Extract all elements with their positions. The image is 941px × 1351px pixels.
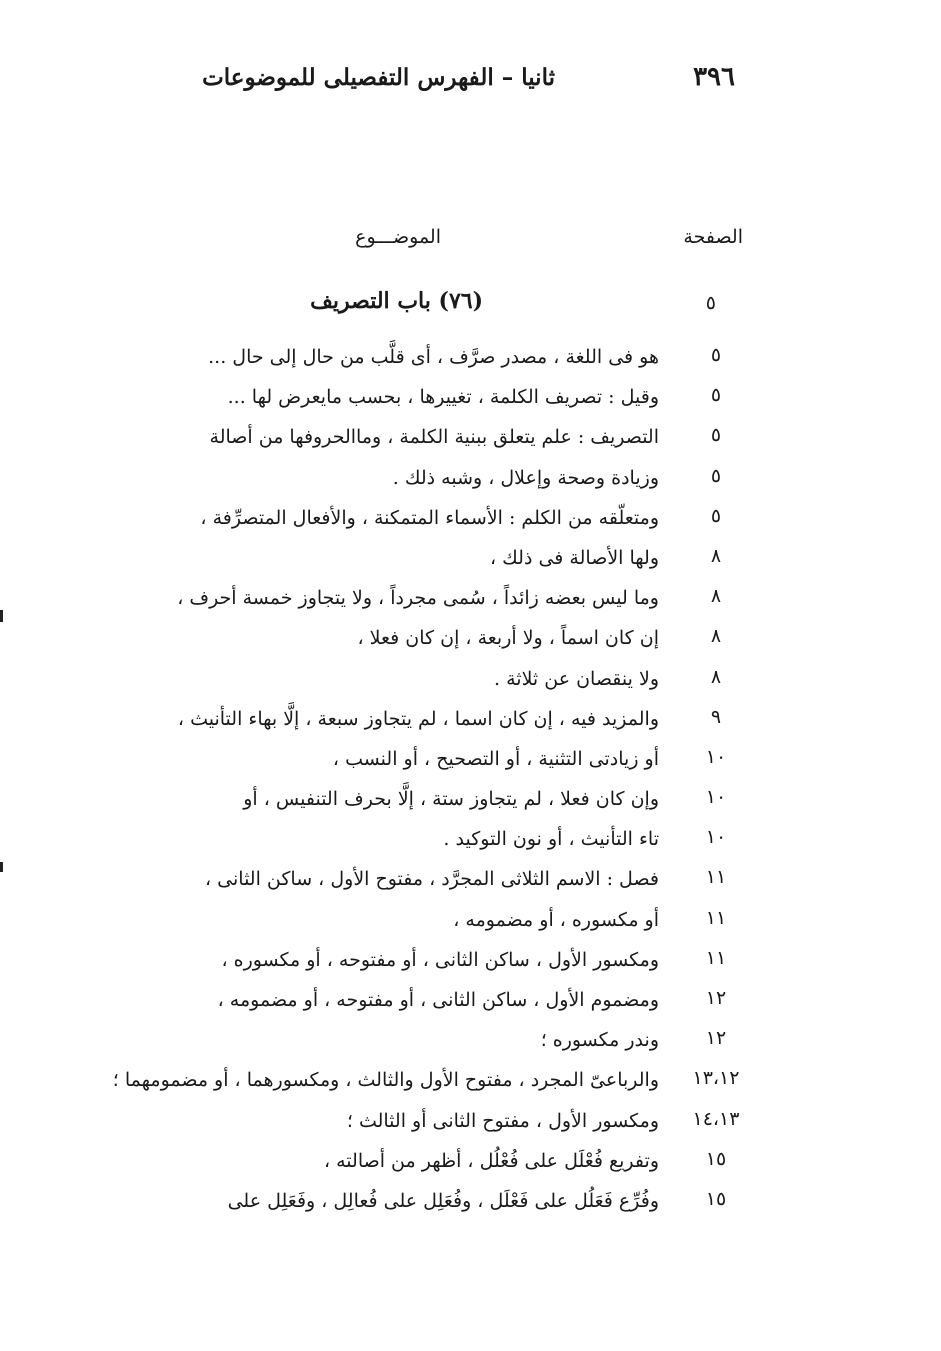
entry-page-number: ٥ [710,344,722,366]
index-entry [0,744,941,784]
entry-text: وتفريع فُعْلَل على فُعْلُل ، أظهر من أصالته ، [323,1149,659,1172]
entry-page-number: ١١ [705,906,727,929]
entry-page-number: ١١ [705,866,727,889]
entry-page-number: ٥ [710,384,722,407]
entry-text: ومتعلّقه من الكلم : الأسماء المتمكنة ، والأفعال المتصرِّفة ، [200,506,659,529]
entry-page-number: ١٤،١٣ [692,1107,740,1130]
index-entry [0,1146,941,1186]
entry-page-number: ٨ [710,585,722,608]
index-entry [0,1025,941,1065]
index-entry [0,543,941,583]
entry-page-number: ٥ [710,464,722,487]
entry-text: فصل : الاسم الثلاثى المجرَّد ، مفتوح الأول ، ساكن الثانى ، [204,868,659,891]
entry-page-number: ١٥ [705,1187,727,1210]
entry-text: ولها الأصالة فى ذلك ، [490,546,659,569]
entry-page-number: ١٠ [705,786,727,809]
index-entry [0,583,941,623]
entry-page-number: ١٠ [705,745,727,768]
entry-text: ولا ينقصان عن ثلاثة . [494,667,659,690]
page-header [0,62,941,106]
entry-text: هو فى اللغة ، مصدر صرَّف ، أى قلَّب من حال إلى حال ... [208,346,659,368]
index-entry [0,422,941,462]
entry-page-number: ١٠ [705,826,727,849]
entry-text: أو مكسوره ، أو مضمومه ، [453,908,659,931]
entry-text: تاء التأنيث ، أو نون التوكيد . [443,828,659,851]
index-entry [0,905,941,945]
topic-column-header: الموضـــوع [355,226,441,248]
entry-text: ومضموم الأول ، ساكن الثانى ، أو مفتوحه ، أو مضمومه ، [217,989,659,1011]
entry-text: أو زيادتى التثنية ، أو التصحيح ، أو النسب ، [332,747,659,770]
section-heading-row [0,288,941,320]
column-headers [0,226,941,256]
entry-page-number: ٨ [710,625,722,648]
entry-text: التصريف : علم يتعلق ببنية الكلمة ، وماالحروفها من أصالة [209,426,659,449]
entry-page-number: ١٣،١٢ [692,1067,740,1090]
entry-page-number: ١٢ [705,987,727,1009]
entry-text: وإن كان فعلا ، لم يتجاوز ستة ، إلَّا بحرف التنفيس ، أو [243,788,659,811]
index-entry [0,503,941,543]
index-entry [0,985,941,1025]
entry-text: ومكسور الأول ، مفتوح الثانى أو الثالث ؛ [346,1109,659,1132]
index-entry [0,784,941,824]
index-entry [0,664,941,704]
index-entry [0,704,941,744]
section-page-number: ٥ [705,292,716,314]
page-column-header: الصفحة [683,226,743,248]
entry-text: وزيادة وصحة وإعلال ، وشبه ذلك . [392,466,659,489]
entry-text: وما ليس بعضه زائداً ، سُمى مجرداً ، ولا يتجاوز خمسة أحرف ، [177,587,659,610]
entry-page-number: ١٢ [705,1027,727,1050]
page-number: ٣٩٦ [693,62,735,92]
index-entry [0,1106,941,1146]
entry-page-number: ٨ [710,665,722,688]
entry-text: والمزيد فيه ، إن كان اسما ، لم يتجاوز سبعة ، إلَّا بهاء التأنيث ، [177,707,659,730]
entry-text: وندر مكسوره ؛ [540,1029,659,1052]
entry-page-number: ٥ [710,424,722,447]
entry-page-number: ٥ [710,504,722,527]
entry-page-number: ١١ [705,946,727,969]
entry-page-number: ٨ [710,544,722,567]
index-entry [0,824,941,864]
entry-text: والرباعىّ المجرد ، مفتوح الأول والثالث ، ومكسورهما ، أو مضمومهما ؛ [112,1069,659,1092]
scan-edge-mark [0,862,3,872]
entry-page-number: ١٥ [705,1147,727,1170]
index-entry [0,1065,941,1105]
entry-text: إن كان اسماً ، ولا أربعة ، إن كان فعلا ، [357,627,659,650]
entry-text: ومكسور الأول ، ساكن الثانى ، أو مفتوحه ، أو مكسوره ، [221,948,659,971]
scan-edge-mark [0,610,3,622]
entry-text: وفُرِّع فَعَلُل على فَعْلَل ، وفُعَلِل على فُعالِل ، وفَعَلِل على [227,1189,659,1212]
entry-page-number: ٩ [710,705,722,728]
index-entry [0,463,941,503]
index-entry [0,623,941,663]
running-title: ثانيا – الفهرس التفصيلى للموضوعات [202,64,555,91]
entry-text: وقيل : تصريف الكلمة ، تغييرها ، بحسب مايعرض لها ... [227,386,659,409]
index-entry [0,382,941,422]
index-entry [0,864,941,904]
section-title: (٧٦) باب التصريف [310,288,483,314]
index-entries [0,342,941,1226]
index-entry [0,1186,941,1226]
index-entry [0,945,941,985]
index-entry [0,342,941,382]
